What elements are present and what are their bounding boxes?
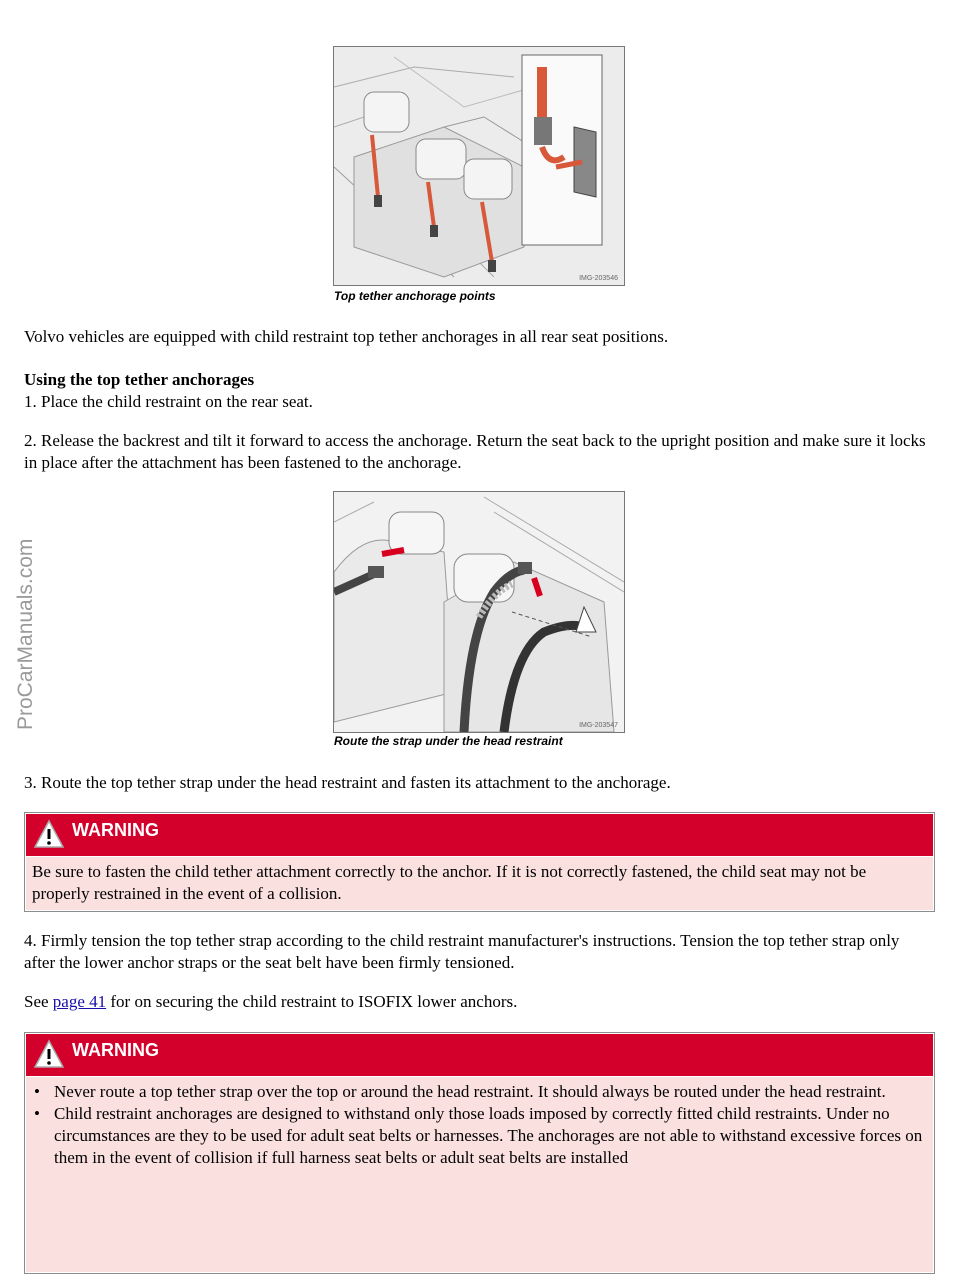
step-3: 3. Route the top tether strap under the head restraint and fasten its attachment to the anchorage.: [24, 773, 671, 792]
figure-top-tether: [333, 46, 625, 308]
section-heading: Using the top tether anchorages: [24, 370, 255, 389]
warning-header-1: [26, 814, 933, 856]
see-suffix: for on securing the child restraint to ISOFIX lower anchors.: [110, 992, 518, 1011]
figure-route-strap-code: IMG-203547: [579, 722, 618, 729]
warning-title-1: WARNING: [72, 820, 159, 840]
figure-route-strap-caption: Route the strap under the head restraint: [334, 734, 563, 748]
warning-triangle-icon: [32, 1038, 66, 1075]
warning-title-2: WARNING: [72, 1040, 159, 1060]
figure-route-strap-image: [333, 491, 625, 733]
warning-triangle-icon: [32, 818, 66, 855]
warning-box-2: [24, 1032, 935, 1274]
see-prefix: See: [24, 992, 49, 1011]
figure-top-tether-image: [333, 46, 625, 286]
warning-box-1: [24, 812, 935, 912]
warning-body-1: [26, 857, 933, 910]
warning-header-2: [26, 1034, 933, 1076]
warning-list-2: [32, 1081, 923, 1169]
warning-body-2: [26, 1077, 933, 1272]
step-2: 2. Release the backrest and tilt it forward to access the anchorage. Return the seat back to the upright position and make sure it locks in place after the attachment has been fastened to the anchorage.: [24, 431, 926, 472]
step-1: 1. Place the child restraint on the rear seat.: [24, 392, 313, 411]
figure-top-tether-code: IMG-203546: [579, 275, 618, 282]
page-41-link[interactable]: page 41: [52, 992, 107, 1011]
warning-text-1: Be sure to fasten the child tether attachment correctly to the anchor. If it is not correctly fastened, the child seat may not be properly restrained in the event of a collision.: [32, 862, 867, 903]
watermark-text: ProCarManuals.com: [14, 538, 37, 730]
figure-route-strap: [333, 491, 625, 753]
see-page-paragraph: [24, 991, 934, 1013]
intro-paragraph: Volvo vehicles are equipped with child restraint top tether anchorages in all rear seat positions.: [24, 327, 669, 346]
warning-list-item: • Never route a top tether strap over the top or around the head restraint. It should always be routed under the head restraint.: [32, 1081, 923, 1103]
figure-top-tether-caption: Top tether anchorage points: [334, 289, 496, 303]
step-4: 4. Firmly tension the top tether strap according to the child restraint manufacturer's instructions. Tension the top tether strap only after the lower anchor straps or the seat belt have been firmly tensioned.: [24, 931, 900, 972]
warning-list-item: • Child restraint anchorages are designed to withstand only those loads imposed by correctly fitted child restraints. Under no circumstances are they to be used for adult seat belts or harnesses. The anchorages are not able to withstand excessive forces on them in the event of collision if full harness seat belts or adult seat belts are installed: [32, 1103, 923, 1169]
